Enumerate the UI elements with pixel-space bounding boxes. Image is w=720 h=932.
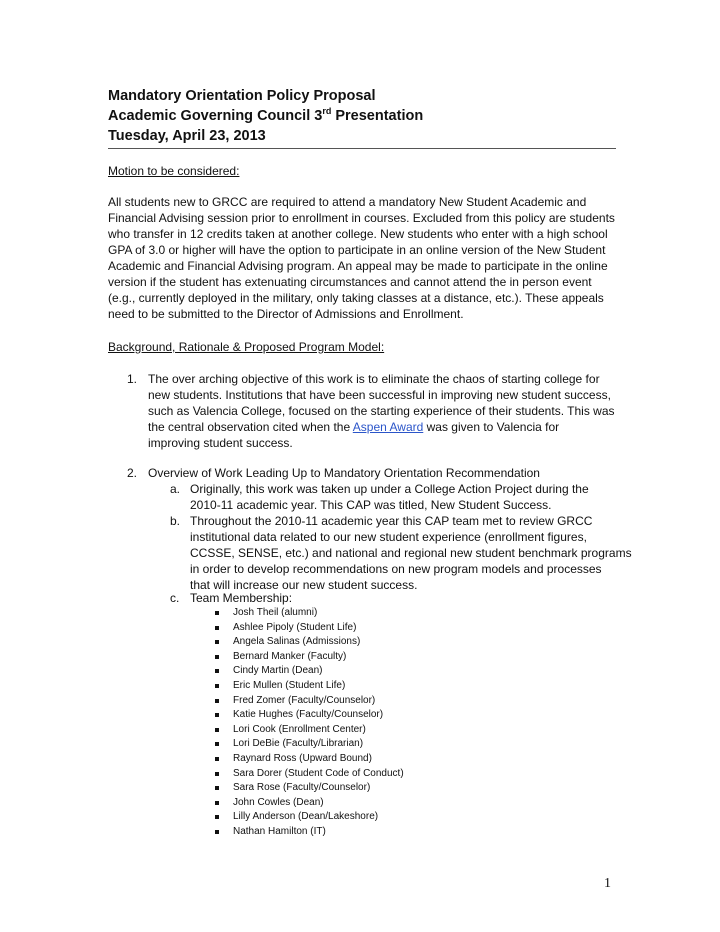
item-2a-line: 2010-11 academic year. This CAP was titled, New Student Success. xyxy=(190,498,552,512)
item-2b-marker: b. xyxy=(170,514,181,528)
motion-line: GPA of 3.0 or higher will have the option to participate in an online version of the New Student xyxy=(108,243,606,257)
team-member: Lori DeBie (Faculty/Librarian) xyxy=(213,737,404,752)
motion-heading: Motion to be considered: xyxy=(108,164,240,178)
item-2b-line: in order to develop recommendations on new program models and processes xyxy=(190,562,602,576)
motion-paragraph xyxy=(108,194,620,322)
item-2b-text xyxy=(190,513,632,593)
team-member: Lori Cook (Enrollment Center) xyxy=(213,723,404,738)
team-member: Fred Zomer (Faculty/Counselor) xyxy=(213,694,404,709)
item-2c-marker: c. xyxy=(170,591,180,605)
page-number: 1 xyxy=(604,876,611,891)
team-membership-title: Team Membership: xyxy=(190,591,293,605)
item-2b-line: that will increase our new student success. xyxy=(190,578,418,592)
team-member: John Cowles (Dean) xyxy=(213,796,404,811)
item-2a-line: Originally, this work was taken up under a College Action Project during the xyxy=(190,482,589,496)
motion-line: Financial Advising session prior to enrollment in courses. Excluded from this policy are students xyxy=(108,211,615,225)
team-member: Nathan Hamilton (IT) xyxy=(213,825,404,840)
item-1-line: improving student success. xyxy=(148,436,293,450)
team-member: Bernard Manker (Faculty) xyxy=(213,650,404,665)
item-1-line: The over arching objective of this work is to eliminate the chaos of starting college for xyxy=(148,372,600,386)
item-2-number: 2. xyxy=(127,466,138,480)
title-line-2 xyxy=(108,106,616,126)
item-1-line: new students. Institutions that have been successful in improving new student success, xyxy=(148,388,611,402)
document-title-block xyxy=(108,86,616,149)
team-member: Cindy Martin (Dean) xyxy=(213,664,404,679)
aspen-award-link[interactable]: Aspen Award xyxy=(352,420,424,434)
item-2b-line: institutional data related to our new student experience (enrollment figures, xyxy=(190,530,587,544)
item-1-line xyxy=(148,419,615,435)
title-line-2-prefix: Academic Governing Council 3 xyxy=(108,108,323,124)
item-1-line-before-link: the central observation cited when the xyxy=(148,420,353,434)
item-1-number: 1. xyxy=(127,372,138,386)
title-line-2-suffix: Presentation xyxy=(331,108,424,124)
item-2b-line: Throughout the 2010-11 academic year this CAP team met to review GRCC xyxy=(190,514,593,528)
team-member: Raynard Ross (Upward Bound) xyxy=(213,752,404,767)
motion-line: need to be submitted to the Director of Admissions and Enrollment. xyxy=(108,307,464,321)
item-2-title: Overview of Work Leading Up to Mandatory Orientation Recommendation xyxy=(148,466,540,480)
motion-line: who transfer in 12 credits taken at another college. New students who enter with a high school xyxy=(108,227,608,241)
title-superscript: rd xyxy=(322,106,332,116)
team-member: Eric Mullen (Student Life) xyxy=(213,679,404,694)
motion-line: (e.g., currently deployed in the military, only taking classes at a distance, etc.). These appeals xyxy=(108,291,604,305)
team-member: Angela Salinas (Admissions) xyxy=(213,635,404,650)
item-1-line: such as Valencia College, focused on the starting experience of their students. This was xyxy=(148,404,615,418)
motion-line: All students new to GRCC are required to attend a mandatory New Student Academic and xyxy=(108,195,587,209)
item-2a-marker: a. xyxy=(170,482,181,496)
background-heading: Background, Rationale & Proposed Program Model: xyxy=(108,340,385,354)
motion-line: Academic and Financial Advising program. An appeal may be made to participate in the online xyxy=(108,259,608,273)
title-line-1: Mandatory Orientation Policy Proposal xyxy=(108,88,376,104)
team-member: Katie Hughes (Faculty/Counselor) xyxy=(213,708,404,723)
item-2b-line: CCSSE, SENSE, etc.) and national and regional new student benchmark programs xyxy=(190,546,632,560)
title-date: Tuesday, April 23, 2013 xyxy=(108,128,266,144)
item-1-text xyxy=(148,371,615,451)
item-1-line-after-link: was given to Valencia for xyxy=(423,420,560,434)
team-member-list xyxy=(213,606,404,840)
team-member: Sara Rose (Faculty/Counselor) xyxy=(213,781,404,796)
team-member: Josh Theil (alumni) xyxy=(213,606,404,621)
team-member: Lilly Anderson (Dean/Lakeshore) xyxy=(213,810,404,825)
item-2a-text xyxy=(190,481,589,513)
team-member: Sara Dorer (Student Code of Conduct) xyxy=(213,767,404,782)
team-member: Ashlee Pipoly (Student Life) xyxy=(213,621,404,636)
motion-line: version if the student has extenuating circumstances and cannot attend the in person event xyxy=(108,275,592,289)
